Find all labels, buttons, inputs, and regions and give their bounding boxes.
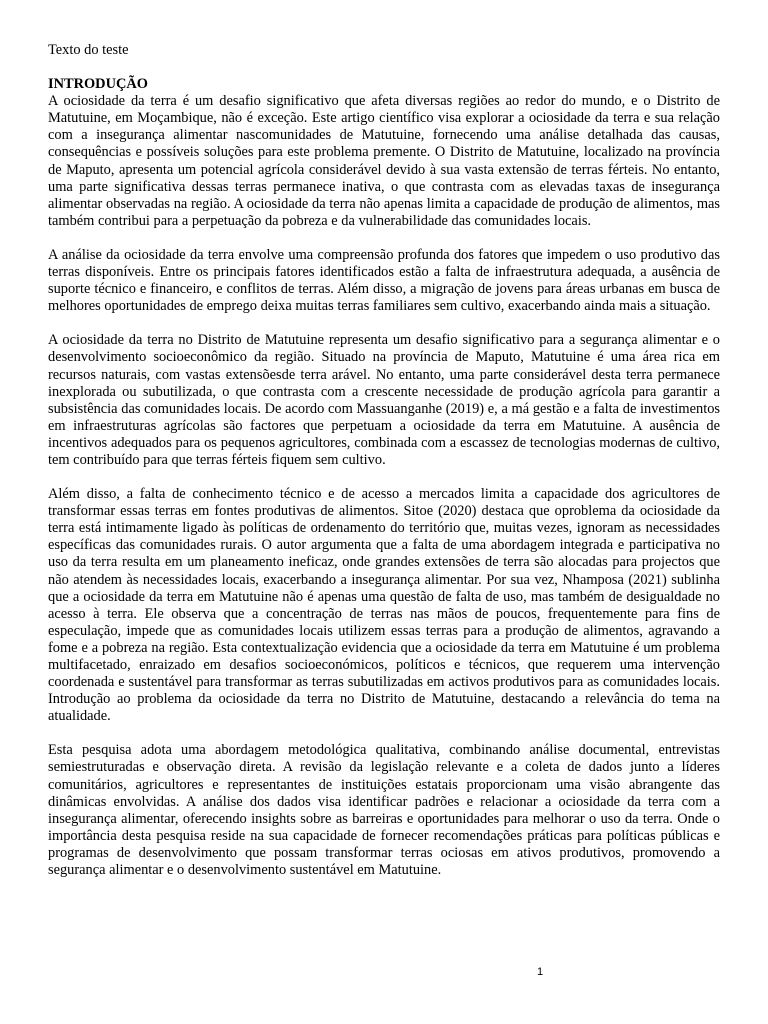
document-body <box>48 42 720 896</box>
paragraph-1: A ociosidade da terra é um desafio significativo que afeta diversas regiões ao redor do mundo, e o Distrito de Matutuine, em Moçambique, não é exceção. Este artigo científico visa explorar a ociosidade da terra e sua relação com a insegurança alimentar nascomunidades de Matutuine, fornecendo uma análise detalhada das causas, consequências e possíveis soluções para este problema premente. O Distrito de Matutuine, localizado na província de Maputo, apresenta um potencial agrícola considerável devido à sua vasta extensão de terras férteis. No entanto, uma parte significativa dessas terras permanece inativa, o que contrasta com as elevadas taxas de insegurança alimentar observadas na região. A ociosidade da terra não apenas limita a capacidade de produção de alimentos, mas também contribui para a perpetuação da pobreza e da vulnerabilidade das comunidades locais. <box>48 93 720 229</box>
paragraph-2: A análise da ociosidade da terra envolve uma compreensão profunda dos fatores que impedem o uso produtivo das terras disponíveis. Entre os principais fatores identificados estão a falta de infraestrutura adequada, a ausência de suporte técnico e financeiro, e conflitos de terras. Além disso, a migração de jovens para áreas urbanas em busca de melhores oportunidades de emprego deixa muitas terras familiares sem cultivo, exacerbando ainda mais a situação. <box>48 246 720 315</box>
paragraph-3: A ociosidade da terra no Distrito de Matutuine representa um desafio significativo para a segurança alimentar e o desenvolvimento socioeconômico da região. Situado na província de Maputo, Matutuine é uma área rica em recursos naturais, com vastas extensõesde terra arável. No entanto, uma parte considerável desta terra permanece inexplorada ou subutilizada, o que contrasta com a crescente necessidade de produção agrícola para garantir a subsistência das comunidades locais. De acordo com Massuanganhe (2019) e, a má gestão e a falta de investimentos em infraestruturas agrícolas são factores que perpetuam a ociosidade da terra em Matutuine. A ausência de incentivos adequados para os pequenos agricultores, combinada com a escassez de tecnologias modernas de cultivo, tem contribuído para que terras férteis fiquem sem cultivo. <box>48 332 720 468</box>
page-number: 1 <box>536 966 544 978</box>
paragraph-4: Além disso, a falta de conhecimento técnico e de acesso a mercados limita a capacidade dos agricultores de transformar essas terras em fontes produtivas de alimentos. Sitoe (2020) destaca que oproblema da ociosidade da terra está intimamente ligado às políticas de ordenamento do território que, muitas vezes, ignoram as necessidades específicas das comunidades rurais. O autor argumenta que a falta de uma abordagem integrada e participativa no uso da terra resulta em um planeamento ineficaz, onde grandes extensões de terra são alocadas para projectos que não atendem às necessidades locais, exacerbando a insegurança alimentar. Por sua vez, Nhamposa (2021) sublinha que a ociosidade da terra em Matutuine não é apenas uma questão de falta de uso, mas também de desigualdade no acesso à terra. Ele observa que a concentração de terras nas mãos de poucos, frequentemente para fins de especulação, impede que as comunidades locais utilizem essas terras para a produção de alimentos, agravando a fome e a pobreza na região. Esta contextualização evidencia que a ociosidade da terra em Matutuine é um problema multifacetado, enraizado em desafios socioeconómicos, políticos e técnicos, que requerem uma intervenção coordenada e sustentável para transformar as terras subutilizadas em activos produtivos para as comunidades locais. Introdução ao problema da ociosidade da terra no Distrito de Matutuine, destacando a relevância do tema na atualidade. <box>48 486 720 725</box>
paragraph-5: Esta pesquisa adota uma abordagem metodológica qualitativa, combinando análise documental, entrevistas semiestruturadas e observação direta. A revisão da legislação relevante e a coleta de dados junto a líderes comunitários, agricultores e representantes de instituições estatais proporcionam uma visão abrangente das dinâmicas envolvidas. A análise dos dados visa identificar padrões e relacionar a ociosidade da terra com a insegurança alimentar, oferecendo insights sobre as barreiras e oportunidades para melhorar o uso da terra. Onde o importância desta pesquisa reside na sua capacidade de fornecer recomendações práticas para políticas públicas e programas de desenvolvimento que possam transformar terras ociosas em ativos produtivos, promovendo a segurança alimentar e o desenvolvimento sustentável em Matutuine. <box>48 742 720 879</box>
document-title: Texto do teste <box>48 42 129 58</box>
section-heading-introducao: INTRODUÇÃO <box>48 76 148 93</box>
